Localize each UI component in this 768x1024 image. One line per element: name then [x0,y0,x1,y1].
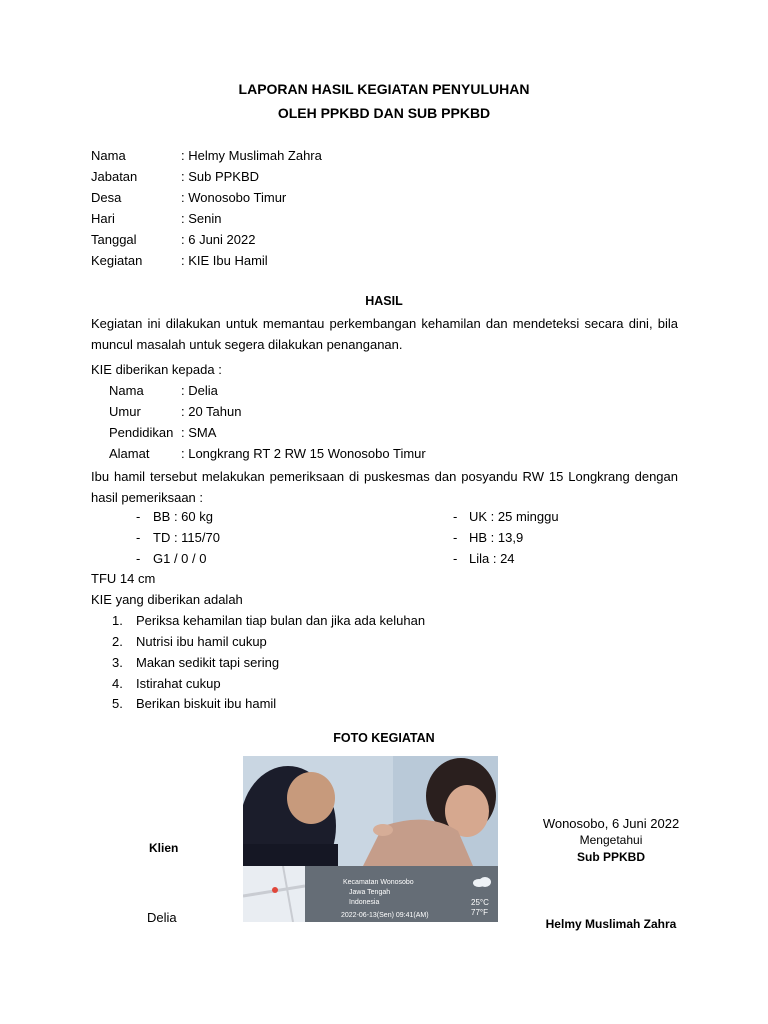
recipient-label-umur: Umur [109,404,141,419]
exam-left-3: G1 / 0 / 0 [153,551,207,566]
exam-dash-right-3: - [453,551,458,566]
kie-list-number: 2. [112,634,123,649]
photo-scene [243,756,498,866]
photo-datetime: 2022-06-13(Sen) 09:41(AM) [341,912,429,919]
recipient-label-nama: Nama [109,383,144,398]
info-label-kegiatan: Kegiatan [91,253,143,268]
info-label-tanggal: Tanggal [91,232,137,247]
hasil-paragraph: Kegiatan ini dilakukan untuk memantau perkembangan kehamilan dan mendeteksi secara dini, bila muncul masalah untuk segera dilakukan penanganan. [91,316,678,352]
kie-list-item: Makan sedikit tapi sering [136,655,280,670]
exam-dash-right-2: - [453,530,458,545]
map-icon [243,866,305,922]
klien-label: Klien [149,841,179,855]
kie-list-number: 3. [112,655,123,670]
exam-left-2: TD : 115/70 [153,530,220,545]
exam-left-1: BB : 60 kg [153,509,213,524]
sign-name: Helmy Muslimah Zahra [545,917,677,931]
exam-paragraph: Ibu hamil tersebut melakukan pemeriksaan di puskesmas dan posyandu RW 15 Longkrang dengan hasil pemeriksaan : [91,469,678,505]
photo-location-line3: Indonesia [349,899,380,906]
klien-name: Delia [147,910,177,925]
foto-heading: FOTO KEGIATAN [333,731,435,745]
photo-map-thumbnail [243,866,305,922]
exam-right-1: UK : 25 minggu [469,509,559,524]
recipient-value-pendidikan: : SMA [181,425,217,440]
report-title-line2: OLEH PPKBD DAN SUB PPKBD [277,105,491,121]
photo-temp-c: 25°C [471,898,489,907]
kie-given-intro: KIE yang diberikan adalah [91,592,243,607]
exam-right-3: Lila : 24 [469,551,515,566]
kie-list-item: Nutrisi ibu hamil cukup [136,634,267,649]
exam-dash-left-3: - [136,551,141,566]
info-label-desa: Desa [91,190,122,205]
activity-photo [243,756,498,922]
recipient-value-alamat: : Longkrang RT 2 RW 15 Wonosobo Timur [181,446,426,461]
kie-list-item: Berikan biskuit ibu hamil [136,696,277,711]
kie-list-number: 1. [112,613,123,628]
info-value-nama: : Helmy Muslimah Zahra [181,148,322,163]
cloud-icon [471,876,493,888]
info-value-desa: : Wonosobo Timur [181,190,287,205]
kie-list-item: Istirahat cukup [136,676,221,691]
photo-location-line1: Kecamatan Wonosobo [343,879,414,886]
exam-right-2: HB : 13,9 [469,530,524,545]
exam-dash-right-1: - [453,509,458,524]
info-value-kegiatan: : KIE Ibu Hamil [181,253,268,268]
hasil-heading: HASIL [365,294,403,308]
kie-list-item: Periksa kehamilan tiap bulan dan jika ada keluhan [136,613,426,628]
sign-place-date: Wonosobo, 6 Juni 2022 [542,816,680,831]
info-value-jabatan: : Sub PPKBD [181,169,260,184]
exam-dash-left-1: - [136,509,141,524]
kie-list-number: 5. [112,696,123,711]
recipient-value-nama: : Delia [181,383,218,398]
photo-temp-f: 77°F [471,908,488,917]
sign-mengetahui: Mengetahui [579,833,643,847]
kie-list-number: 4. [112,676,123,691]
report-title-line1: LAPORAN HASIL KEGIATAN PENYULUHAN [238,81,530,97]
recipient-label-alamat: Alamat [109,446,150,461]
info-label-jabatan: Jabatan [91,169,138,184]
recipient-value-umur: : 20 Tahun [181,404,242,419]
info-value-tanggal: : 6 Juni 2022 [181,232,256,247]
sign-role: Sub PPKBD [576,850,645,864]
photo-location-line2: Jawa Tengah [349,889,391,896]
recipient-label-pendidikan: Pendidikan [109,425,174,440]
kie-intro: KIE diberikan kepada : [91,362,222,377]
info-label-hari: Hari [91,211,115,226]
info-value-hari: : Senin [181,211,222,226]
tfu-text: TFU 14 cm [91,571,156,586]
info-label-nama: Nama [91,148,126,163]
exam-dash-left-2: - [136,530,141,545]
